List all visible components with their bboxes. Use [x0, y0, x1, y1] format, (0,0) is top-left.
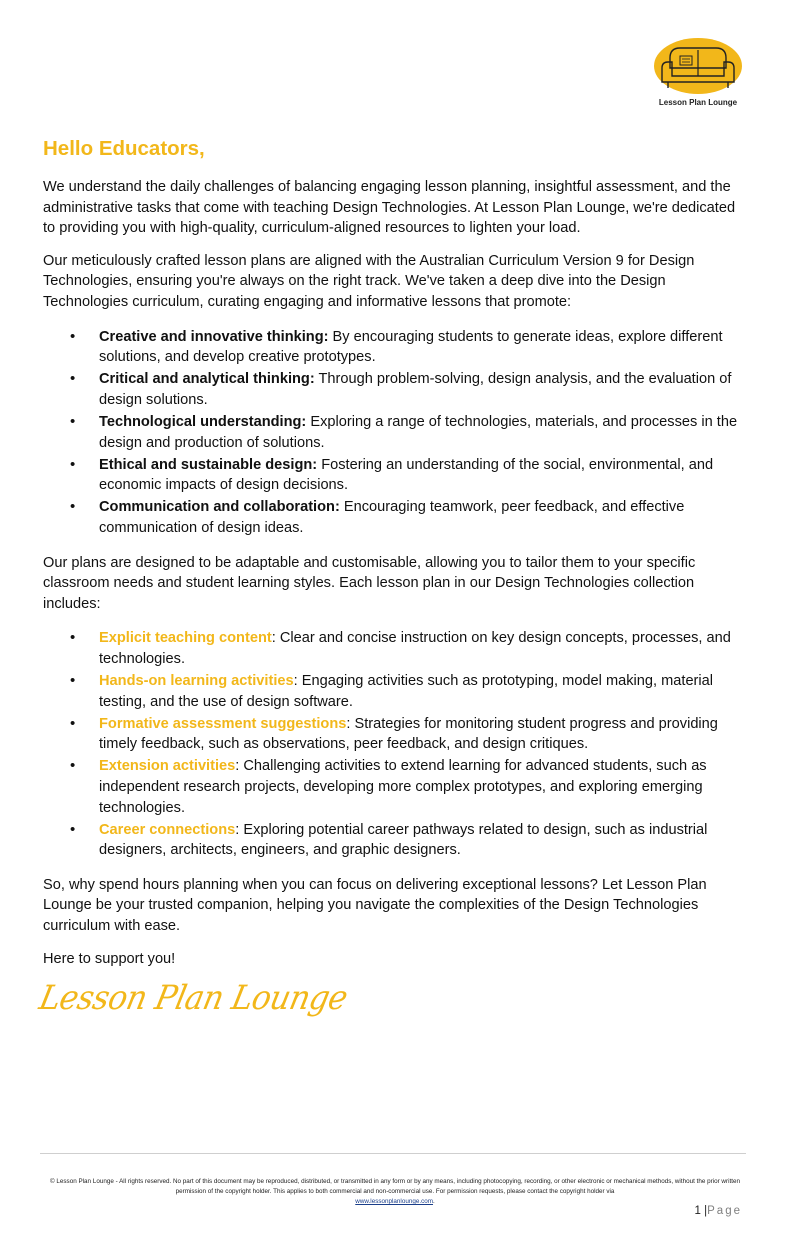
letter-body: [43, 137, 749, 981]
promote-list: [43, 327, 749, 539]
list-item-term: Hands-on learning activities: [99, 672, 294, 689]
list-item: [99, 820, 749, 861]
list-item-term: Creative and innovative thinking:: [99, 328, 329, 345]
list-item-text: : Strategies for monitoring student progress and providing timely feedback, such as observations, peer feedback, and design critiques.: [99, 715, 718, 753]
list-item-term: Communication and collaboration:: [99, 499, 340, 516]
list-item-term: Ethical and sustainable design:: [99, 456, 318, 473]
list-item: [99, 756, 749, 818]
list-item: [99, 714, 749, 755]
list-item-term: Technological understanding:: [99, 413, 307, 430]
page-number: [695, 1205, 742, 1217]
list-item: [99, 327, 749, 368]
list-item: [99, 412, 749, 453]
list-item-text: : Clear and concise instruction on key design concepts, processes, and technologies.: [99, 630, 731, 667]
list-item-text: : Engaging activities such as prototyping, model making, material testing, and the use of design software.: [99, 672, 714, 710]
includes-list: [43, 628, 749, 861]
link-suffix: .: [432, 1198, 435, 1205]
list-item: [99, 671, 749, 712]
list-item-text: : Exploring potential career pathways related to design, such as industrial designers, architects, engineers, and graphic designers.: [99, 821, 708, 859]
footer-copyright: [48, 1177, 742, 1207]
list-item-term: Career connections: [99, 821, 236, 838]
list-item: [99, 628, 749, 669]
closing-paragraph: So, why spend hours planning when you can focus on delivering exceptional lessons? Let Lesson Plan Lounge be your trusted companion, helping you navigate the complexities of the Design Technologies curriculum with ease.: [43, 876, 707, 934]
footer-divider: [40, 1153, 746, 1154]
greeting-heading: Hello Educators,: [43, 137, 205, 160]
couch-icon: [650, 36, 746, 98]
list-item-text: Fostering an understanding of the social, environmental, and economic impacts of design decisions.: [99, 456, 714, 494]
list-item-term: Explicit teaching content: [99, 630, 272, 647]
plans-paragraph: Our plans are designed to be adaptable and customisable, allowing you to tailor them to your specific classroom needs and student learning styles. Each lesson plan in our Design Technologies collection includes:: [43, 554, 696, 612]
page-label: Page: [707, 1205, 742, 1217]
sign-off: Here to support you!: [43, 950, 176, 967]
list-item: [99, 497, 749, 538]
list-item-text: Encouraging teamwork, peer feedback, and effective communication of design ideas.: [99, 499, 685, 536]
list-item: [99, 369, 749, 410]
list-item: [99, 455, 749, 496]
intro-paragraph-1: We understand the daily challenges of balancing engaging lesson planning, insightful assessment, and the administrative tasks that come with teaching Design Technologies. At Lesson Plan Lounge, we're dedicated to providing you with high-quality, curriculum-aligned resources to lighten your load.: [43, 179, 736, 237]
list-item-text: : Challenging activities to extend learning for advanced students, such as independent research projects, developing more complex prototypes, and exploring emerging technologies.: [99, 758, 707, 816]
logo-text: Lesson Plan Lounge: [658, 98, 738, 107]
list-item-term: Extension activities: [99, 758, 236, 775]
copyright-text: © Lesson Plan Lounge - All rights reserved. No part of this document may be reproduced, distributed, or transmitted in any form or by any means, including photocopying, recording, or other electronic or mechanical methods, without the prior written permission of the copyright holder. This applies to both commercial and non-commercial use. For permission requests, please contact the copyright holder via: [50, 1178, 740, 1195]
list-item-term: Critical and analytical thinking:: [99, 371, 315, 388]
page-number-value: 1: [694, 1205, 701, 1217]
signature: Lesson Plan Lounge: [35, 978, 351, 1018]
list-item-text: Through problem-solving, design analysis, and the evaluation of design solutions.: [99, 371, 732, 408]
page-separator: |: [704, 1205, 708, 1217]
logo: [650, 36, 746, 112]
list-item-text: By encouraging students to generate ideas, explore different solutions, and develop creative prototypes.: [99, 328, 723, 366]
list-item-text: Exploring a range of technologies, materials, and processes in the design and production of solutions.: [99, 413, 738, 451]
intro-paragraph-2: Our meticulously crafted lesson plans are aligned with the Australian Curriculum Version 9 for Design Technologies, ensuring you're always on the right track. We've taken a deep dive into the Design Technologies curriculum, curating engaging and informative lessons that promote:: [43, 252, 695, 310]
website-link[interactable]: www.lessonplanlounge.com: [355, 1198, 433, 1205]
list-item-term: Formative assessment suggestions: [99, 715, 347, 732]
